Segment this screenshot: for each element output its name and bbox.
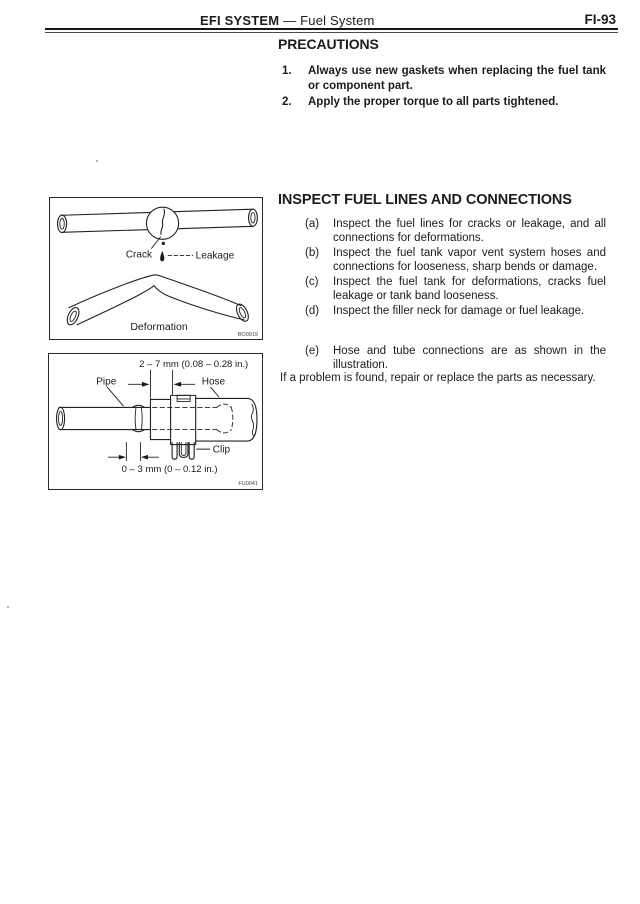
dimension-top-lines — [128, 370, 194, 398]
hose-leader-line — [211, 387, 219, 397]
dimension-top-label: 2 – 7 mm (0.08 – 0.28 in.) — [139, 359, 249, 371]
inspect-item-a — [280, 217, 606, 245]
scan-speck — [96, 160, 98, 162]
inspect-item-a-label: (a) — [305, 218, 320, 230]
clip-drawing — [171, 395, 196, 459]
inspect-item-e — [280, 344, 606, 372]
precaution-item-2-number: 2. — [282, 96, 292, 108]
header-section: EFI SYSTEM — [200, 13, 280, 28]
inspect-item-d-label: (d) — [305, 305, 320, 317]
pipe-drawing — [57, 405, 151, 431]
scan-speck — [7, 606, 9, 608]
precaution-item-1-number: 1. — [282, 65, 292, 77]
hose-label: Hose — [201, 376, 226, 388]
inspect-item-e-label: (e) — [305, 345, 320, 357]
inspect-item-a-text: Inspect the fuel lines for cracks or leakage, and all connections for deformations. — [333, 218, 606, 244]
inspect-items-a-d — [280, 217, 606, 319]
inspect-item-c-label: (c) — [305, 276, 319, 288]
inspect-item-c-text: Inspect the fuel tank for deformations, cracks fuel leakage or tank band looseness. — [333, 276, 606, 302]
inspect-note: If a problem is found, repair or replace the parts as necessary. — [280, 372, 596, 384]
inspect-item-b-label: (b) — [305, 247, 320, 259]
inspect-item-d-text: Inspect the filler neck for damage or fuel leakage. — [333, 305, 585, 317]
inspect-item-e-text: Hose and tube connections are as shown in the illustration. — [333, 345, 606, 371]
page-number: FI-93 — [584, 12, 616, 27]
dimension-top-arrow-left — [142, 382, 150, 387]
precaution-item-2-text: Apply the proper torque to all parts tightened. — [308, 96, 559, 108]
inspect-title: INSPECT FUEL LINES AND CONNECTIONS — [278, 192, 572, 208]
precaution-item-2 — [280, 95, 606, 110]
crack-label: Crack — [125, 249, 153, 261]
dimension-top-arrow-right — [174, 382, 182, 387]
header-divider: — — [283, 13, 297, 28]
hose-drawing — [150, 398, 257, 441]
figure-crack-leakage-drawing — [50, 198, 262, 339]
dimension-bottom-lines — [108, 443, 158, 461]
leak-drop-icon — [160, 251, 164, 261]
pipe-leader-line — [107, 387, 123, 406]
page-header-title — [200, 13, 375, 28]
deformation-label: Deformation — [130, 320, 188, 333]
dimension-bottom-arrow-left — [119, 455, 126, 460]
figure-hose-connection — [48, 353, 263, 490]
header-rule — [45, 28, 618, 33]
inspect-item-b-text: Inspect the fuel tank vapor vent system hoses and connections for looseness, sharp bends or damage. — [333, 247, 606, 273]
inspect-item-c — [280, 275, 606, 303]
dimension-bottom-label: 0 – 3 mm (0 – 0.12 in.) — [121, 464, 218, 476]
figure-hose-connection-drawing — [49, 354, 262, 489]
dimension-bottom-arrow-right — [141, 455, 148, 460]
precaution-item-1-text: Always use new gaskets when replacing the fuel tank or component part. — [308, 65, 606, 92]
precautions-title: PRECAUTIONS — [278, 36, 379, 52]
deformed-pipe-drawing — [65, 275, 251, 327]
figure-crack-leakage — [49, 197, 263, 340]
clip-label: Clip — [212, 444, 231, 456]
leakage-label: Leakage — [195, 250, 235, 262]
figure2-code: FU0041 — [238, 480, 258, 487]
header-subsection: Fuel System — [300, 13, 375, 28]
inspect-item-b — [280, 246, 606, 274]
figure1-code: BO0919 — [237, 331, 258, 338]
leak-dot-icon — [162, 242, 165, 245]
pipe-label: Pipe — [96, 376, 117, 388]
inspect-item-d — [280, 304, 606, 318]
precaution-item-1 — [280, 64, 606, 94]
crack-leader-line — [151, 237, 160, 249]
